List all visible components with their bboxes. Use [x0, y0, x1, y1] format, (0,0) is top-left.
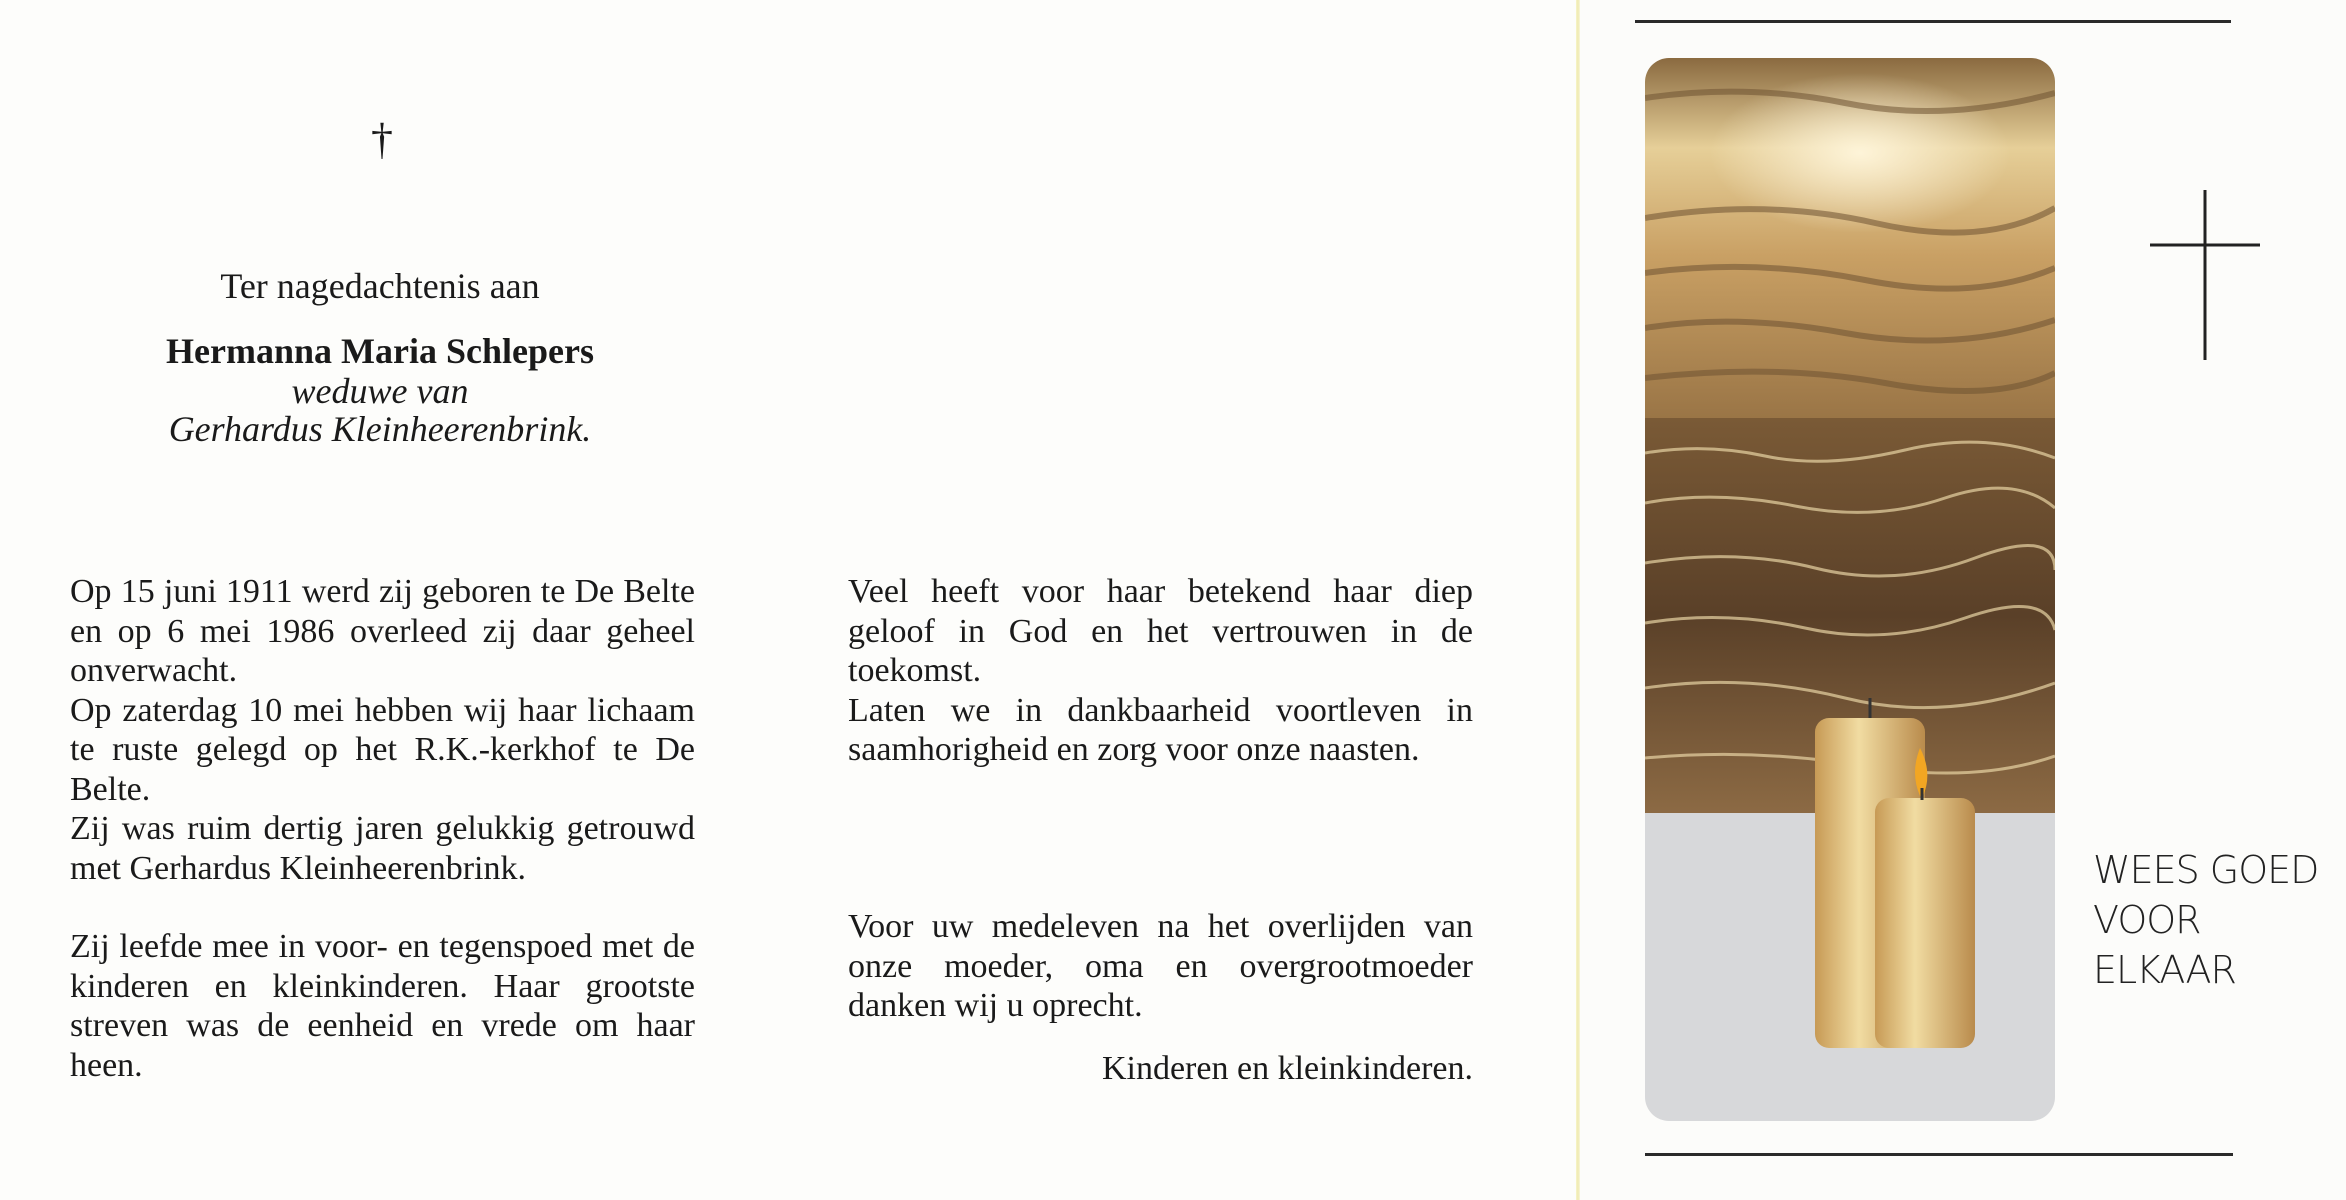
- spouse-name: Gerhardus Kleinheerenbrink.: [168, 409, 592, 449]
- thanks-block: [848, 907, 1473, 1026]
- biography-column: [70, 572, 695, 1085]
- faith-column: [848, 572, 1473, 770]
- bottom-rule: [1645, 1153, 2233, 1156]
- character-paragraph: Zij leefde mee in voor- en tegenspoed met de kinderen en kleinkinderen. Haar grootste streven was de eenheid en vrede om haar heen.: [70, 928, 695, 1084]
- deceased-name: Hermanna Maria Schlepers: [166, 331, 594, 371]
- gratitude-paragraph: Laten we in dankbaarheid voortleven in saamhorigheid en zorg voor onze naasten.: [848, 691, 1473, 768]
- faith-paragraph: Veel heeft voor haar betekend haar diep geloof in God en het vertrouwen in de toekomst.: [848, 573, 1473, 689]
- motto-line-3: ELKAAR: [2093, 948, 2236, 992]
- motto-text: [2093, 845, 2333, 995]
- large-cross-icon: [2145, 190, 2265, 370]
- sea-candle-photo: [1645, 58, 2055, 1121]
- signature: Kinderen en kleinkinderen.: [1101, 1050, 1473, 1087]
- memorial-heading: Ter nagedachtenis aan: [220, 266, 540, 306]
- burial-paragraph: Op zaterdag 10 mei hebben wij haar lichaam te ruste gelegd op het R.K.-kerkhof te De Belte.: [70, 691, 695, 808]
- birth-death-paragraph: Op 15 juni 1911 werd zij geboren te De Belte en op 6 mei 1986 overleed zij daar geheel onverwacht.: [70, 573, 695, 689]
- small-cross-icon: †: [371, 115, 393, 164]
- thanks-paragraph: Voor uw medeleven na het overlijden van onze moeder, oma en overgrootmoeder danken wij u oprecht.: [848, 908, 1473, 1024]
- motto-line-1: WEES GOED: [2093, 848, 2319, 892]
- top-rule: [1635, 20, 2231, 23]
- sunset-sea-candle-image: [1645, 58, 2055, 1121]
- relation-text: weduwe van: [291, 371, 469, 411]
- motto-line-2: VOOR: [2093, 898, 2201, 942]
- marriage-paragraph: Zij was ruim dertig jaren gelukkig getrouwd met Gerhardus Kleinheerenbrink.: [70, 810, 695, 887]
